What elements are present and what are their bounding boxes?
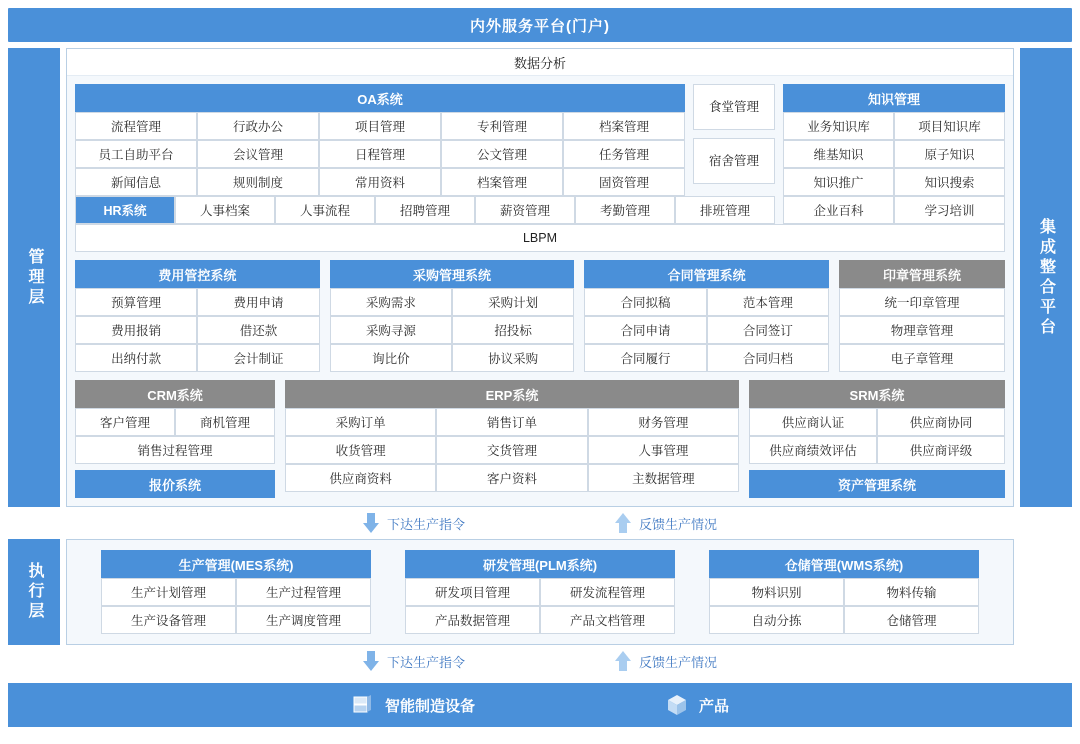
page-title: 内外服务平台(门户) [8, 8, 1072, 42]
erp-cell[interactable]: 采购订单 [285, 408, 436, 436]
wms-system-block [709, 550, 979, 634]
oa-system-grid [75, 112, 685, 196]
mes-system-header: 生产管理(MES系统) [101, 550, 371, 578]
wms-system-header: 仓储管理(WMS系统) [709, 550, 979, 578]
srm-system-header: SRM系统 [749, 380, 1005, 408]
oa-cell[interactable]: 档案管理 [441, 168, 563, 196]
erp-system-block [285, 380, 739, 498]
management-panel [66, 48, 1014, 507]
oa-system-block [75, 84, 685, 196]
band-crm-erp-srm [75, 380, 1005, 498]
hr-cell[interactable]: 排班管理 [675, 196, 775, 224]
mes-cell[interactable]: 生产设备管理 [101, 606, 236, 634]
hr-cell[interactable]: 薪资管理 [475, 196, 575, 224]
band-business-systems [75, 260, 1005, 372]
oa-cell[interactable]: 规则制度 [197, 168, 319, 196]
wms-cell[interactable]: 仓储管理 [844, 606, 979, 634]
erp-cell[interactable]: 供应商资料 [285, 464, 436, 492]
knowledge-cell[interactable]: 项目知识库 [894, 112, 1005, 140]
knowledge-extra-cell[interactable]: 学习培训 [894, 196, 1005, 224]
execution-panel [66, 539, 1014, 645]
erp-system-header: ERP系统 [285, 380, 739, 408]
oa-cell[interactable]: 专利管理 [441, 112, 563, 140]
lbpm-bar: LBPM [75, 224, 1005, 252]
flow-down-2 [363, 651, 465, 671]
expense-cell[interactable]: 费用报销 [75, 316, 197, 344]
purchase-cell[interactable]: 协议采购 [452, 344, 574, 372]
oa-cell[interactable]: 项目管理 [319, 112, 441, 140]
oa-cell[interactable]: 任务管理 [563, 140, 685, 168]
flow-arrows-top [8, 507, 1072, 539]
canteen-management-box[interactable]: 食堂管理 [693, 84, 775, 130]
erp-cell[interactable]: 人事管理 [588, 436, 739, 464]
device-layer-bar [8, 683, 1072, 727]
layer-label-management: 管理层 [8, 48, 60, 507]
knowledge-cell[interactable]: 业务知识库 [783, 112, 894, 140]
asset-system-header[interactable]: 资产管理系统 [749, 470, 1005, 498]
mes-cell[interactable]: 生产过程管理 [236, 578, 371, 606]
oa-cell[interactable]: 新闻信息 [75, 168, 197, 196]
mes-cell[interactable]: 生产调度管理 [236, 606, 371, 634]
arrow-up-icon [615, 513, 631, 533]
erp-cell[interactable]: 主数据管理 [588, 464, 739, 492]
flow-up-label: 反馈生产情况 [639, 654, 718, 670]
oa-cell[interactable]: 日程管理 [319, 140, 441, 168]
seal-system-block [839, 260, 1005, 372]
seal-system-header: 印章管理系统 [839, 260, 1005, 288]
purchase-cell[interactable]: 采购寻源 [330, 316, 452, 344]
oa-cell[interactable]: 常用资料 [319, 168, 441, 196]
plm-cell[interactable]: 研发项目管理 [405, 578, 540, 606]
crm-cell[interactable]: 客户管理 [75, 408, 175, 436]
oa-cell[interactable]: 员工自助平台 [75, 140, 197, 168]
knowledge-extra-row [783, 196, 1005, 224]
facility-boxes [693, 84, 775, 196]
flow-down-label: 下达生产指令 [386, 516, 465, 532]
contract-system-header: 合同管理系统 [584, 260, 829, 288]
expense-cell[interactable]: 会计制证 [197, 344, 319, 372]
mes-cell[interactable]: 生产计划管理 [101, 578, 236, 606]
hr-system-block [75, 196, 775, 224]
crm-sales-process-cell[interactable]: 销售过程管理 [75, 436, 275, 464]
erp-cell[interactable]: 交货管理 [436, 436, 587, 464]
knowledge-management-block [783, 84, 1005, 196]
erp-cell[interactable]: 客户资料 [436, 464, 587, 492]
knowledge-cell[interactable]: 维基知识 [783, 140, 894, 168]
plm-system-block [405, 550, 675, 634]
expense-system-block [75, 260, 320, 372]
product-item [665, 693, 729, 717]
seal-system-grid [839, 288, 1005, 372]
dorm-management-box[interactable]: 宿舍管理 [693, 138, 775, 184]
hr-row-wrapper [75, 196, 1005, 224]
srm-cell[interactable]: 供应商评级 [877, 436, 1005, 464]
knowledge-cell[interactable]: 知识推广 [783, 168, 894, 196]
knowledge-cell[interactable]: 原子知识 [894, 140, 1005, 168]
purchase-cell[interactable]: 采购需求 [330, 288, 452, 316]
erp-cell[interactable]: 财务管理 [588, 408, 739, 436]
plm-system-header: 研发管理(PLM系统) [405, 550, 675, 578]
contract-cell[interactable]: 范本管理 [707, 288, 829, 316]
oa-cell[interactable]: 固资管理 [563, 168, 685, 196]
contract-cell[interactable]: 合同签订 [707, 316, 829, 344]
wms-cell[interactable]: 自动分拣 [709, 606, 844, 634]
contract-cell[interactable]: 合同履行 [584, 344, 706, 372]
purchase-system-header: 采购管理系统 [330, 260, 575, 288]
server-icon [351, 693, 375, 717]
mes-system-block [101, 550, 371, 634]
layer-label-execution: 执行层 [8, 539, 60, 645]
srm-cell[interactable]: 供应商协同 [877, 408, 1005, 436]
flow-down-label: 下达生产指令 [386, 654, 465, 670]
knowledge-management-grid [783, 112, 1005, 196]
crm-system-header: CRM系统 [75, 380, 275, 408]
execution-layer-row [8, 539, 1072, 645]
seal-cell[interactable]: 统一印章管理 [839, 288, 1005, 316]
srm-system-block [749, 380, 1005, 498]
srm-cell[interactable]: 供应商认证 [749, 408, 877, 436]
expense-system-header: 费用管控系统 [75, 260, 320, 288]
erp-cell[interactable]: 收货管理 [285, 436, 436, 464]
arrow-down-icon [363, 513, 379, 533]
band-oa-knowledge [75, 84, 1005, 196]
knowledge-cell[interactable]: 知识搜索 [894, 168, 1005, 196]
flow-arrows-bottom [8, 645, 1072, 677]
expense-cell[interactable]: 借还款 [197, 316, 319, 344]
hr-cell[interactable]: 人事档案 [175, 196, 275, 224]
purchase-cell[interactable]: 采购计划 [452, 288, 574, 316]
crm-system-block [75, 380, 275, 498]
contract-system-block [584, 260, 829, 372]
crm-cell[interactable]: 商机管理 [175, 408, 275, 436]
seal-cell[interactable]: 物理章管理 [839, 316, 1005, 344]
oa-cell[interactable]: 流程管理 [75, 112, 197, 140]
flow-up-2 [615, 651, 717, 671]
hr-cell[interactable]: 考勤管理 [575, 196, 675, 224]
contract-cell[interactable]: 合同申请 [584, 316, 706, 344]
hr-system-header: HR系统 [75, 196, 175, 224]
purchase-cell[interactable]: 询比价 [330, 344, 452, 372]
seal-cell[interactable]: 电子章管理 [839, 344, 1005, 372]
plm-cell[interactable]: 研发流程管理 [540, 578, 675, 606]
flow-up-label: 反馈生产情况 [639, 516, 718, 532]
arrow-down-icon [363, 651, 379, 671]
flow-up-1 [615, 513, 717, 533]
oa-cell[interactable]: 档案管理 [563, 112, 685, 140]
contract-cell[interactable]: 合同归档 [707, 344, 829, 372]
wms-cell[interactable]: 物料识别 [709, 578, 844, 606]
flow-down-1 [363, 513, 465, 533]
purchase-cell[interactable]: 招投标 [452, 316, 574, 344]
contract-cell[interactable]: 合同拟稿 [584, 288, 706, 316]
oa-cell[interactable]: 公文管理 [441, 140, 563, 168]
expense-cell[interactable]: 预算管理 [75, 288, 197, 316]
knowledge-extra-cell[interactable]: 企业百科 [783, 196, 894, 224]
expense-cell[interactable]: 费用申请 [197, 288, 319, 316]
arrow-up-icon [615, 651, 631, 671]
srm-cell[interactable]: 供应商绩效评估 [749, 436, 877, 464]
smart-equipment-label: 智能制造设备 [384, 697, 475, 715]
management-layer-row [8, 48, 1072, 507]
data-analysis-band: 数据分析 [67, 49, 1013, 76]
smart-equipment-item [351, 693, 475, 717]
purchase-system-block [330, 260, 575, 372]
oa-system-header: OA系统 [75, 84, 685, 112]
plm-cell[interactable]: 产品数据管理 [405, 606, 540, 634]
hr-cell[interactable]: 招聘管理 [375, 196, 475, 224]
layer-label-integration: 集成整合平台 [1020, 48, 1072, 507]
quote-system-header[interactable]: 报价系统 [75, 470, 275, 498]
oa-cell[interactable]: 会议管理 [197, 140, 319, 168]
hr-cell[interactable]: 人事流程 [275, 196, 375, 224]
erp-cell[interactable]: 销售订单 [436, 408, 587, 436]
plm-cell[interactable]: 产品文档管理 [540, 606, 675, 634]
box-icon [665, 693, 689, 717]
oa-cell[interactable]: 行政办公 [197, 112, 319, 140]
expense-cell[interactable]: 出纳付款 [75, 344, 197, 372]
knowledge-management-header: 知识管理 [783, 84, 1005, 112]
wms-cell[interactable]: 物料传输 [844, 578, 979, 606]
product-label: 产品 [699, 697, 730, 715]
